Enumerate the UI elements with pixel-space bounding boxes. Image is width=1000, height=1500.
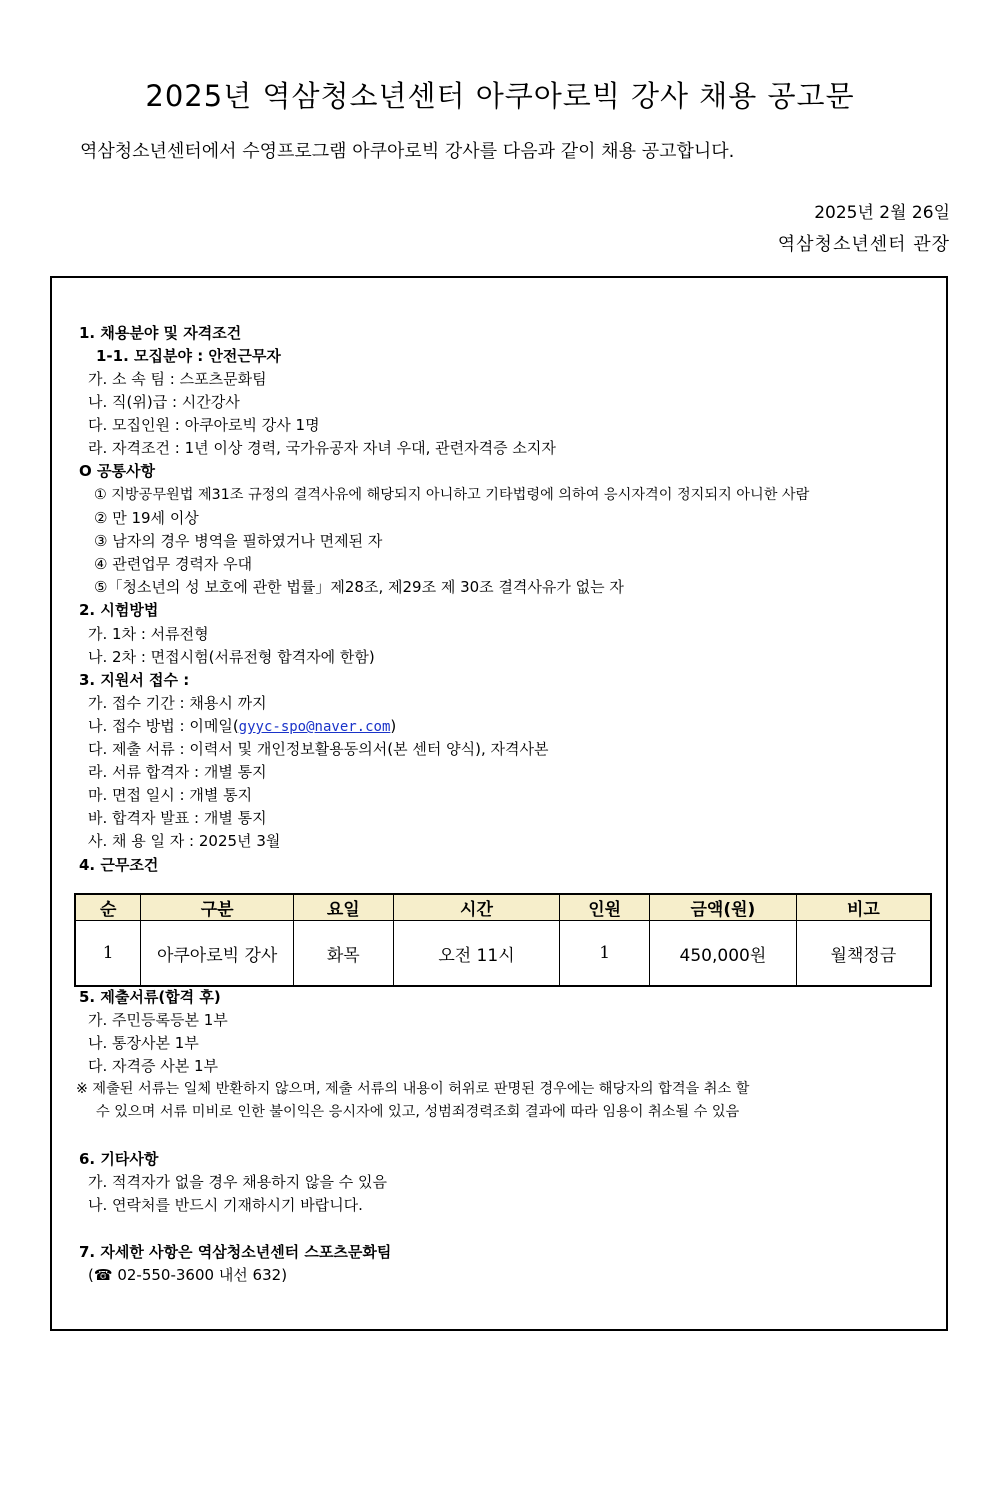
sec3-item-email: 나. 접수 방법 : 이메일(gyyc-spo@naver.com) <box>88 717 397 735</box>
table-cell: 450,000원 <box>650 921 797 987</box>
table-header: 요일 <box>293 894 393 921</box>
table-header: 금액(원) <box>650 894 797 921</box>
table-cell: 1 <box>560 921 650 987</box>
sec3-heading: 3. 지원서 접수 : <box>79 671 190 689</box>
sec5-item: 가. 주민등록등본 1부 <box>88 1011 228 1029</box>
sec1-item: 다. 모집인원 : 아쿠아로빅 강사 1명 <box>88 416 320 434</box>
sec7-phone: (☎ 02-550-3600 내선 632) <box>88 1266 288 1284</box>
common-heading: O 공통사항 <box>79 462 155 480</box>
table-cell: 아쿠아로빅 강사 <box>141 921 294 987</box>
table-header: 순 <box>75 894 141 921</box>
table-header: 시간 <box>393 894 560 921</box>
sec3-item: 사. 채 용 일 자 : 2025년 3월 <box>88 832 281 850</box>
common-item: ④ 관련업무 경력자 우대 <box>94 555 253 573</box>
intro-text: 역삼청소년센터에서 수영프로그램 아쿠아로빅 강사를 다음과 같이 채용 공고합니다. <box>80 141 735 162</box>
common-item: ① 지방공무원법 제31조 규정의 결격사유에 해당되지 아니하고 기타법령에 의하여 응시자격이 정지되지 아니한 사람 <box>94 487 810 503</box>
common-item: ② 만 19세 이상 <box>94 509 199 527</box>
issuer: 역삼청소년센터 관장 <box>777 234 950 255</box>
table-cell: 1 <box>75 921 141 987</box>
table-header: 비고 <box>796 894 931 921</box>
table-cell: 오전 11시 <box>393 921 560 987</box>
table-header: 인원 <box>560 894 650 921</box>
sec5-item: 다. 자격증 사본 1부 <box>88 1057 219 1075</box>
sec7-heading: 7. 자세한 사항은 역삼청소년센터 스포츠문화팀 <box>79 1243 392 1261</box>
table-header: 구분 <box>141 894 294 921</box>
sec1-sub: 1-1. 모집분야 : 안전근무자 <box>96 347 281 365</box>
sec5-note: ※ 제출된 서류는 일체 반환하지 않으며, 제출 서류의 내용이 허위로 판명된 경우에는 해당자의 합격을 취소 할 <box>76 1081 750 1097</box>
sec5-note: 수 있으며 서류 미비로 인한 불이익은 응시자에 있고, 성범죄경력조회 결과에 따라 임용이 취소될 수 있음 <box>96 1104 740 1120</box>
notice-date: 2025년 2월 26일 <box>814 203 950 223</box>
work-conditions-table <box>74 893 932 987</box>
phone-number: 02-550-3600 내선 632) <box>117 1266 288 1284</box>
notice-body <box>50 276 948 1331</box>
table-row <box>75 921 931 987</box>
sec1-item: 가. 소 속 팀 : 스포츠문화팀 <box>88 370 267 388</box>
email-link[interactable]: gyyc-spo@naver.com <box>238 719 391 735</box>
sec5-item: 나. 통장사본 1부 <box>88 1034 199 1052</box>
sec3-item: 다. 제출 서류 : 이력서 및 개인정보활용동의서(본 센터 양식), 자격사본 <box>88 740 549 758</box>
sec1-item: 나. 직(위)급 : 시간강사 <box>88 393 240 411</box>
sec2-item: 가. 1차 : 서류전형 <box>88 625 209 643</box>
common-item: ③ 남자의 경우 병역을 필하였거나 면제된 자 <box>94 532 383 550</box>
sec6-heading: 6. 기타사항 <box>79 1150 159 1168</box>
sec3-item: 마. 면접 일시 : 개별 통지 <box>88 786 253 804</box>
sec2-heading: 2. 시험방법 <box>79 601 159 619</box>
table-cell: 월책정금 <box>796 921 931 987</box>
common-item: ⑤「청소년의 성 보호에 관한 법률」제28조, 제29조 제 30조 결격사유가 없는 자 <box>94 578 624 596</box>
phone-icon: ☎ <box>93 1266 113 1284</box>
sec1-heading: 1. 채용분야 및 자격조건 <box>79 324 242 342</box>
sec1-item: 라. 자격조건 : 1년 이상 경력, 국가유공자 자녀 우대, 관련자격증 소지자 <box>88 439 556 457</box>
table-cell: 화목 <box>293 921 393 987</box>
sec2-item: 나. 2차 : 면접시험(서류전형 합격자에 한함) <box>88 648 375 666</box>
sec3-item: 바. 합격자 발표 : 개별 통지 <box>88 809 267 827</box>
table-header-row <box>75 894 931 921</box>
page-title: 2025년 역삼청소년센터 아쿠아로빅 강사 채용 공고문 <box>145 79 855 113</box>
sec5-heading: 5. 제출서류(합격 후) <box>79 988 221 1006</box>
sec6-item: 나. 연락처를 반드시 기재하시기 바랍니다. <box>88 1196 363 1214</box>
sec3-item: 라. 서류 합격자 : 개별 통지 <box>88 763 267 781</box>
sec4-heading: 4. 근무조건 <box>79 856 159 874</box>
sec6-item: 가. 적격자가 없을 경우 채용하지 않을 수 있음 <box>88 1173 387 1191</box>
sec3-item: 가. 접수 기간 : 채용시 까지 <box>88 694 267 712</box>
